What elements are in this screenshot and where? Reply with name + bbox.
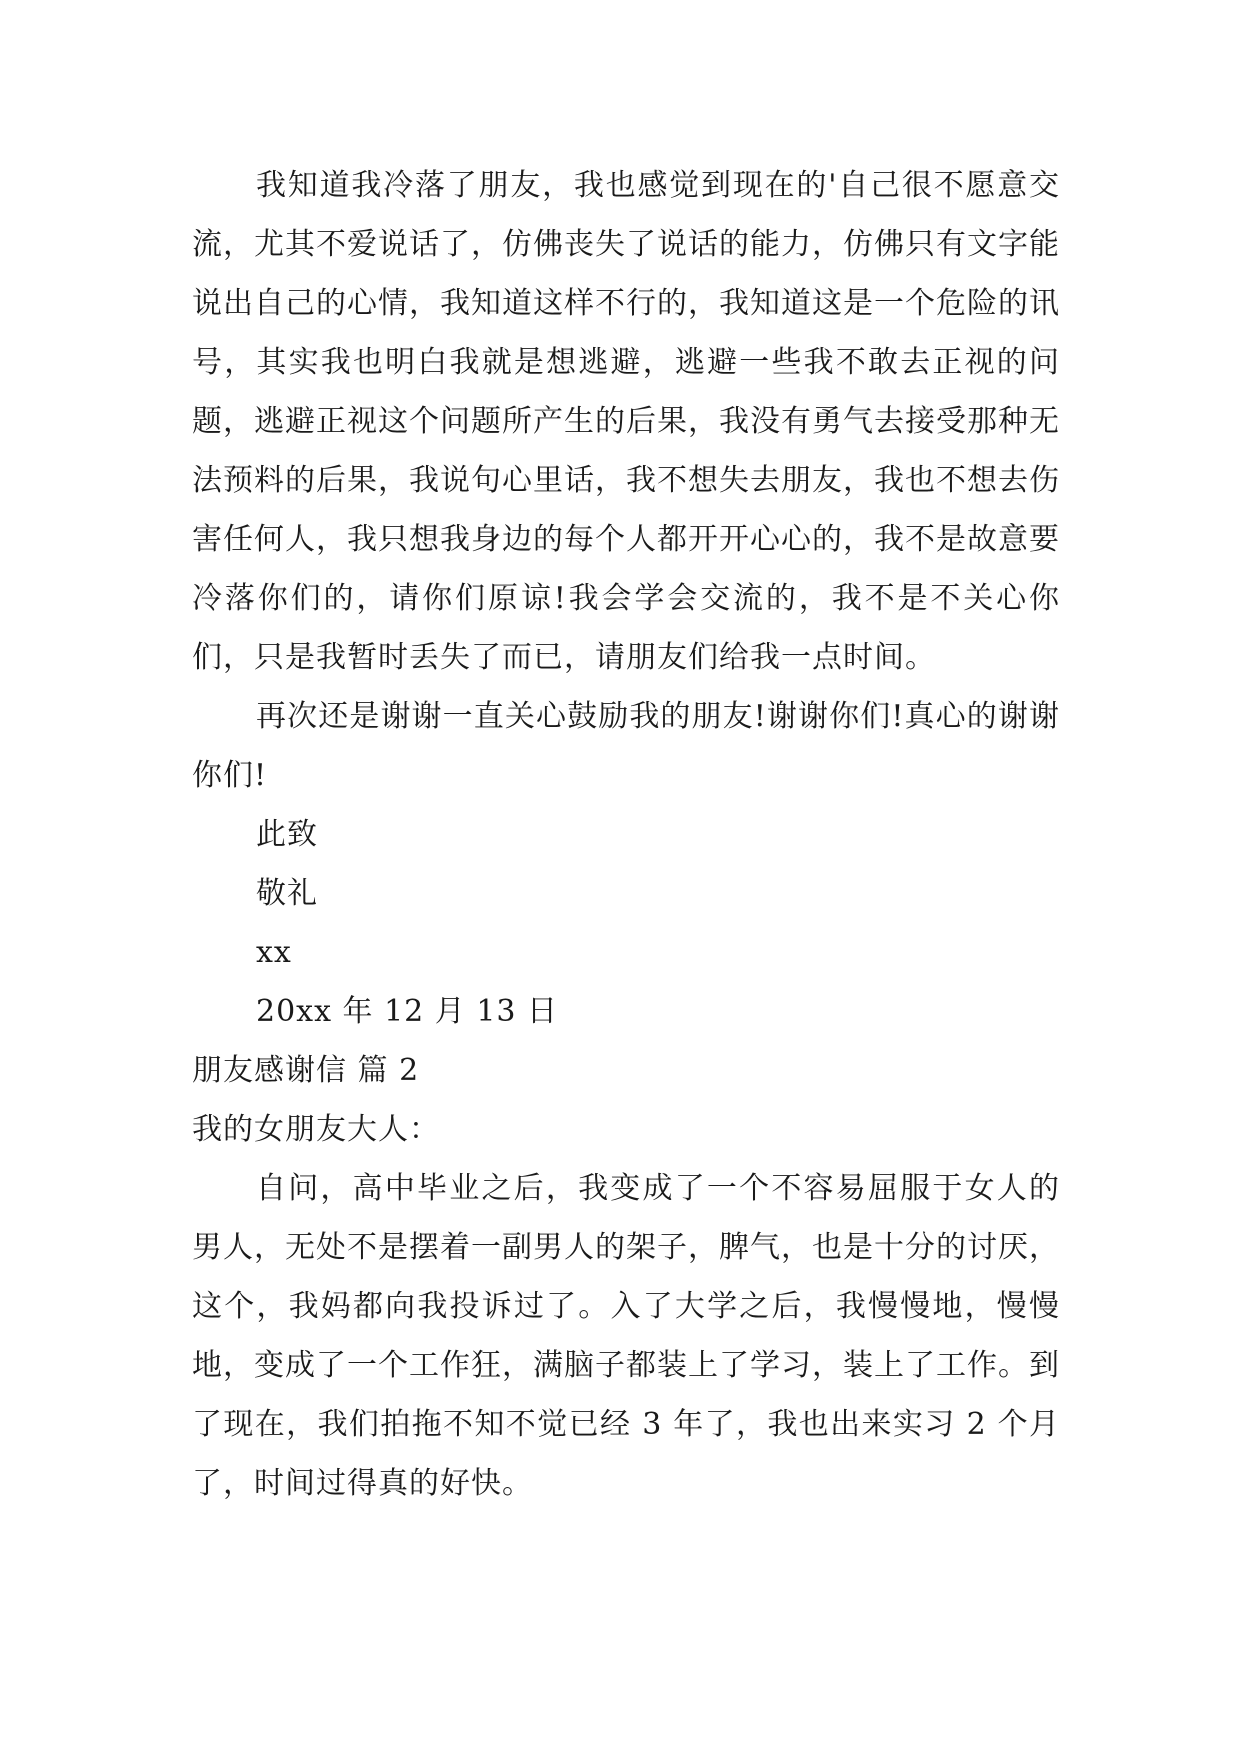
section-title: 朋友感谢信 篇 2: [192, 1053, 420, 1088]
closing-regards: 敬礼: [256, 876, 318, 911]
letter-body: [192, 156, 1060, 1513]
closing-salutation: 此致: [256, 817, 318, 852]
letter-date: 20xx 年 12 月 13 日: [256, 994, 559, 1029]
signature: xx: [256, 935, 292, 970]
paragraph-reflection: 自问，高中毕业之后，我变成了一个不容易屈服于女人的男人，无处不是摆着一副男人的架子，脾气，也是十分的讨厌，这个，我妈都向我投诉过了。入了大学之后，我慢慢地，慢慢地，变成了一个工作狂，满脑子都装上了学习，装上了工作。到了现在，我们拍拖不知不觉已经 3 年了，我也出来实习 2 个月了，时间过得真的好快。: [192, 1171, 1060, 1501]
paragraph-thanks: 再次还是谢谢一直关心鼓励我的朋友!谢谢你们!真心的谢谢你们!: [192, 699, 1060, 793]
paragraph-apology: 我知道我冷落了朋友，我也感觉到现在的'自己很不愿意交流，尤其不爱说话了，仿佛丧失了说话的能力，仿佛只有文字能说出自己的心情，我知道这样不行的，我知道这是一个危险的讯号，其实我也明白我就是想逃避，逃避一些我不敢去正视的问题，逃避正视这个问题所产生的后果，我没有勇气去接受那种无法预料的后果，我说句心里话，我不想失去朋友，我也不想去伤害任何人，我只想我身边的每个人都开开心心的，我不是故意要冷落你们的，请你们原谅!我会学会交流的，我不是不关心你们，只是我暂时丢失了而已，请朋友们给我一点时间。: [192, 168, 1060, 675]
letter-greeting: 我的女朋友大人：: [192, 1112, 440, 1147]
